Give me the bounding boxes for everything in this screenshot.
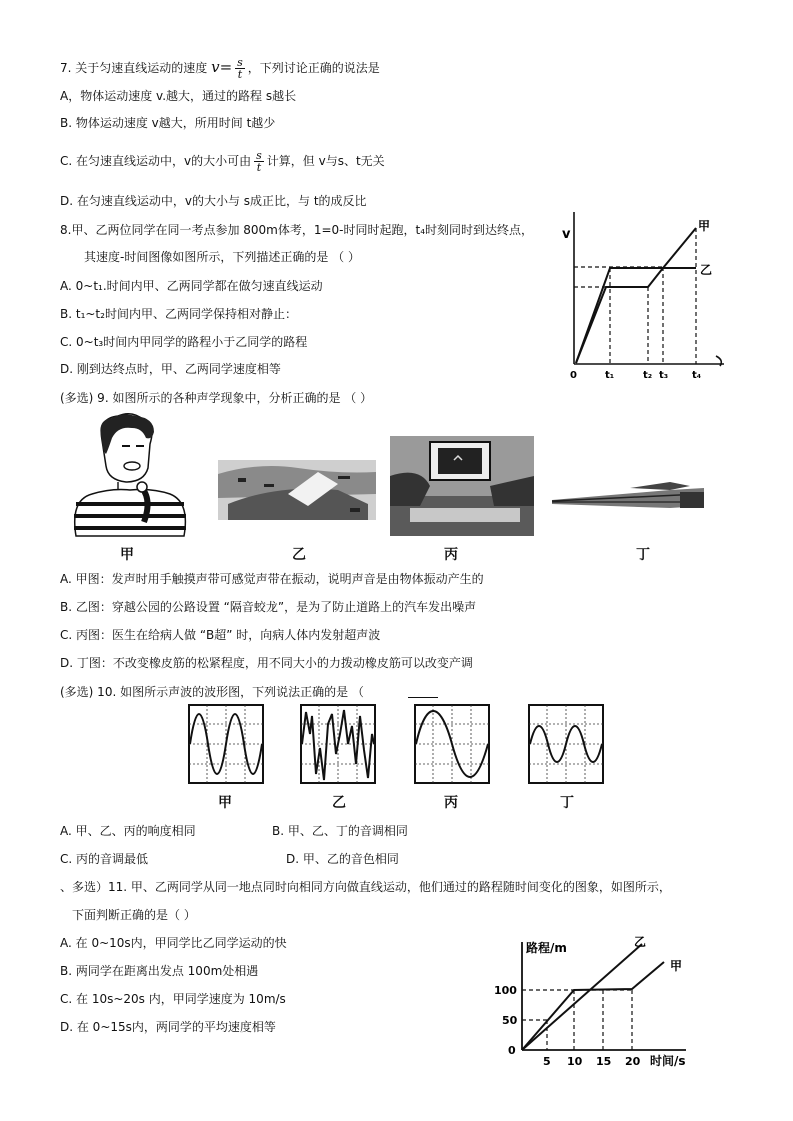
q11-xtick-20: 20: [625, 1055, 641, 1068]
q9-caption-ding: 丁: [636, 547, 650, 563]
q10-option-a: A. 甲、乙、丙的响度相同: [60, 824, 196, 838]
q7-formula-fraction: [235, 57, 245, 80]
q8-yi-line: [576, 268, 696, 363]
q8-option-a: A. 0~t₁.时间内甲、乙两同学都在做匀速直线运动: [60, 279, 323, 293]
q7-formula-num: s: [237, 56, 243, 69]
q8-jia-line: [576, 228, 696, 363]
q11-stem-line1: 、多选）11. 甲、乙两同学从同一地点同时向相同方向做直线运动，他们通过的路程随时间变化的图象，如图所示，: [60, 880, 671, 894]
q11-option-c: C. 在 10s~20s 内，甲同学速度为 10m/s: [60, 992, 286, 1006]
q7-stem-suffix: ，下列讨论正确的说法是: [247, 61, 380, 75]
q7-stem-prefix: 7. 关于匀速直线运动的速度: [60, 61, 208, 75]
q8-v-label: v: [562, 227, 571, 242]
q11-ytick-100: 100: [494, 984, 517, 997]
q8-t2-label: t₂: [643, 370, 653, 380]
q10-waveform-bing: [414, 704, 490, 784]
q11-yi-line: [522, 944, 642, 1050]
q10-waveform-ding: [528, 704, 604, 784]
q8-t1-label: t₁: [605, 370, 615, 380]
q8-stem-line1: 8.甲、乙两位同学在同一考点参加 800m体考，1=0-时同时起跑，t₄时刻同时到达终点，: [60, 223, 534, 237]
q9-option-c: C. 丙图：医生在给病人做 “B超” 时，向病人体内发射超声波: [60, 628, 381, 642]
q10-waveform-yi: [300, 704, 376, 784]
q11-option-b: B. 两同学在距离出发点 100m处相遇: [60, 964, 259, 978]
q7-option-b: B. 物体运动速度 v越大，所用时间 t越少: [60, 116, 276, 130]
q10-caption-bing: 丙: [444, 795, 458, 811]
q9-figure-jia-person: [62, 410, 198, 538]
q10-option-b: B. 甲、乙、丁的音调相同: [272, 824, 408, 838]
q8-stem-line2: 其速度-时间图像如图所示，下列描述正确的是 （ ）: [84, 250, 360, 264]
q11-xtick-5: 5: [543, 1055, 551, 1068]
q11-distance-time-graph: [490, 934, 700, 1074]
q8-t4-label: t₄: [692, 370, 702, 380]
q11-x-label: 时间/s: [650, 1054, 686, 1068]
q7-formula-lhs: v=: [211, 58, 233, 76]
q9-figure-ding-rubber-band: [550, 474, 706, 518]
q11-ytick-50: 50: [502, 1014, 518, 1027]
q11-xtick-15: 15: [596, 1055, 612, 1068]
q7-option-c-prefix: C. 在匀速直线运动中，v的大小可由: [60, 154, 252, 168]
q10-caption-yi: 乙: [332, 795, 346, 811]
q11-jia-label: 甲: [670, 959, 683, 973]
q11-option-a: A. 在 0~10s内，甲同学比乙同学运动的快: [60, 936, 287, 950]
q11-jia-line: [522, 962, 664, 1050]
q10-caption-jia: 甲: [218, 795, 232, 811]
q9-option-b: B. 乙图：穿越公园的公路设置 “隔音蛟龙”，是为了防止道路上的汽车发出噪声: [60, 600, 477, 614]
q7-option-a: A，物体运动速度 v.越大，通过的路程 s越长: [60, 89, 297, 103]
q10-caption-ding: 丁: [560, 795, 574, 811]
q10-option-c: C. 丙的音调最低: [60, 852, 149, 866]
q7-option-c-fraction: [254, 150, 264, 173]
q8-option-c: C. 0~t₃时间内甲同学的路程小于乙同学的路程: [60, 335, 308, 349]
q9-figure-bing-ultrasound: [390, 436, 534, 536]
q11-yi-label: 乙: [634, 935, 647, 949]
q9-stem: (多选) 9. 如图所示的各种声学现象中，分析正确的是 （ ）: [60, 391, 373, 405]
q8-origin-label: 0: [570, 370, 577, 380]
q7-option-c-suffix: 计算，但 v与s、t无关: [266, 154, 385, 168]
q8-yi-label: 乙: [700, 263, 713, 277]
q9-option-a: A. 甲图：发声时用手触摸声带可感觉声带在振动，说明声音是由物体振动产生的: [60, 572, 484, 586]
q10-stem: (多选) 10. 如图所示声波的波形图，下列说法正确的是 （: [60, 685, 364, 699]
q9-caption-yi: 乙: [292, 547, 306, 563]
q9-caption-bing: 丙: [444, 547, 458, 563]
q10-option-d: D. 甲、乙的音色相同: [286, 852, 399, 866]
q11-y-label: 路程/m: [526, 941, 567, 955]
q8-option-d: D. 刚到达终点时，甲、乙两同学速度相等: [60, 362, 281, 376]
q9-figure-yi-noise-barrier: [218, 454, 376, 530]
q7-stem: [60, 57, 380, 80]
q11-stem-line2: 下面判断正确的是（ ）: [72, 908, 196, 922]
q8-jia-label: 甲: [698, 219, 711, 233]
q7-option-d: D. 在匀速直线运动中，v的大小与 s成正比，与 t的成反比: [60, 194, 367, 208]
q7-formula-den: t: [237, 68, 243, 81]
q11-ytick-0: 0: [508, 1044, 516, 1057]
q11-option-d: D. 在 0~15s内，两同学的平均速度相等: [60, 1020, 276, 1034]
q7-option-c-num: s: [256, 149, 262, 162]
q7-option-c-den: t: [256, 161, 262, 174]
q8-t3-label: t₃: [659, 370, 669, 380]
q8-velocity-time-graph: [558, 208, 738, 380]
q9-caption-jia: 甲: [120, 547, 134, 563]
q7-option-c: [60, 150, 385, 173]
q11-xtick-10: 10: [567, 1055, 583, 1068]
q10-waveform-jia: [188, 704, 264, 784]
q9-option-d: D. 丁图：不改变橡皮筋的松紧程度，用不同大小的力拨动橡皮筋可以改变产调: [60, 656, 473, 670]
q8-option-b: B. t₁~t₂时间内甲、乙两同学保持相对静止：: [60, 307, 297, 321]
q10-blank-underline: [408, 697, 438, 698]
